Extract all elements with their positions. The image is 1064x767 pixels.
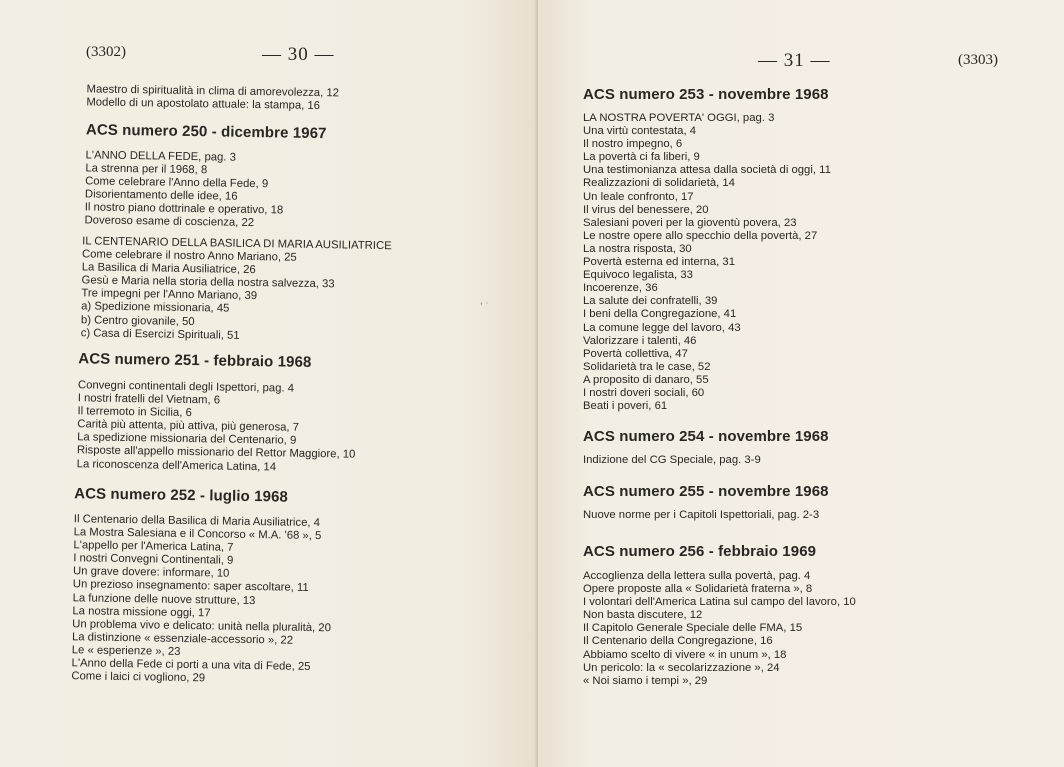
list-item: La strenna per il 1968, 8 bbox=[85, 162, 208, 177]
list-item: La salute dei confratelli, 39 bbox=[583, 295, 718, 308]
list-item: Indizione del CG Speciale, pag. 3-9 bbox=[583, 454, 761, 466]
section-list bbox=[81, 235, 392, 345]
list-item: Carità più attenta, più attiva, più generosa, 7 bbox=[77, 418, 300, 435]
list-item: Il Centenario della Basilica di Maria Ausiliatrice, 4 bbox=[73, 513, 321, 530]
section-list bbox=[583, 509, 819, 522]
list-item: La povertà ci fa liberi, 9 bbox=[583, 151, 700, 164]
list-item: I beni della Congregazione, 41 bbox=[583, 308, 737, 321]
section-list bbox=[84, 149, 284, 231]
list-item: Un leale confronto, 17 bbox=[583, 190, 694, 203]
left-page-number: — 30 — bbox=[262, 44, 335, 65]
right-page bbox=[538, 0, 1064, 767]
list-item: L'appello per l'America Latina, 7 bbox=[73, 539, 234, 554]
section-heading: ACS numero 252 - luglio 1968 bbox=[74, 485, 289, 506]
list-item: IL CENTENARIO DELLA BASILICA DI MARIA AUSILIATRICE bbox=[82, 235, 392, 253]
list-item: La Mostra Salesiana e il Concorso « M.A. '68 », 5 bbox=[73, 526, 322, 543]
list-item: Come celebrare l'Anno della Fede, 9 bbox=[85, 175, 269, 191]
list-item: c) Casa di Esercizi Spirituali, 51 bbox=[80, 326, 240, 342]
list-item: La funzione delle nuove strutture, 13 bbox=[72, 591, 256, 607]
list-item: La Basilica di Maria Ausiliatrice, 26 bbox=[81, 261, 256, 277]
list-item: b) Centro giovanile, 50 bbox=[80, 313, 195, 328]
list-item: Doveroso esame di coscienza, 22 bbox=[84, 214, 255, 230]
list-item: Incoerenze, 36 bbox=[583, 282, 658, 295]
list-item: Il terremoto in Sicilia, 6 bbox=[77, 405, 192, 420]
section-heading: ACS numero 254 - novembre 1968 bbox=[583, 428, 829, 445]
list-item: A proposito di danaro, 55 bbox=[583, 373, 709, 386]
section-heading: ACS numero 251 - febbraio 1968 bbox=[78, 350, 312, 371]
list-item: I nostri doveri sociali, 60 bbox=[583, 386, 705, 399]
section-heading: ACS numero 250 - dicembre 1967 bbox=[85, 121, 327, 143]
list-item: Nuove norme per i Capitoli Ispettoriali, pag. 2-3 bbox=[583, 509, 820, 521]
list-item: Povertà esterna ed interna, 31 bbox=[583, 256, 735, 269]
list-item: I nostri Convegni Continentali, 9 bbox=[73, 552, 234, 568]
list-item: La riconoscenza dell'America Latina, 14 bbox=[76, 457, 277, 473]
list-item: Non basta discutere, 12 bbox=[583, 609, 703, 622]
list-item: Un pericolo: la « secolarizzazione », 24 bbox=[583, 661, 780, 674]
list-item: « Noi siamo i tempi », 29 bbox=[583, 674, 708, 687]
list-item: Il virus del benessere, 20 bbox=[583, 203, 709, 216]
list-item: Gesù e Maria nella storia della nostra salvezza, 33 bbox=[81, 274, 335, 291]
list-item: La nostra risposta, 30 bbox=[583, 242, 692, 255]
list-item: Come celebrare il nostro Anno Mariano, 25 bbox=[81, 248, 297, 264]
list-item: Povertà collettiva, 47 bbox=[583, 347, 688, 360]
list-item: I nostri fratelli del Vietnam, 6 bbox=[77, 392, 221, 407]
section-heading: ACS numero 255 - novembre 1968 bbox=[583, 483, 829, 500]
list-item: Il Centenario della Congregazione, 16 bbox=[583, 635, 773, 648]
list-item: Valorizzare i talenti, 46 bbox=[583, 334, 697, 347]
list-item: Opere proposte alla « Solidarietà fraterna », 8 bbox=[583, 583, 813, 596]
list-item: Il nostro impegno, 6 bbox=[583, 138, 683, 151]
list-item: Salesiani poveri per la gioventù povera, 23 bbox=[583, 216, 797, 229]
list-item: Il nostro piano dottrinale e operativo, 18 bbox=[84, 201, 284, 217]
list-item: Il Capitolo Generale Speciale delle FMA, 15 bbox=[583, 622, 803, 635]
list-item: Una virtù contestata, 4 bbox=[583, 125, 697, 138]
list-item: a) Spedizione missionaria, 45 bbox=[81, 300, 230, 316]
list-item: Tre impegni per l'Anno Mariano, 39 bbox=[81, 287, 258, 303]
list-item: Realizzazioni di solidarietà, 14 bbox=[583, 177, 735, 190]
list-item: Solidarietà tra le case, 52 bbox=[583, 360, 711, 373]
list-item: Un grave dovere: informare, 10 bbox=[72, 565, 230, 581]
ink-smudge: ’ ˙ bbox=[480, 300, 490, 314]
list-item: Le « esperienze », 23 bbox=[71, 644, 181, 658]
section-list bbox=[583, 454, 761, 467]
list-item: Le nostre opere allo specchio della povertà, 27 bbox=[583, 229, 818, 242]
list-item: Convegni continentali degli Ispettori, pag. 4 bbox=[77, 379, 295, 395]
section-heading: ACS numero 256 - febbraio 1969 bbox=[583, 543, 817, 560]
list-item: Risposte all'appello missionario del Rettor Maggiore, 10 bbox=[76, 444, 356, 462]
section-heading: ACS numero 253 - novembre 1968 bbox=[583, 86, 829, 103]
list-item: L'Anno della Fede ci porti a una vita di Fede, 25 bbox=[71, 657, 311, 673]
list-item: Una testimonianza attesa dalla società di oggi, 11 bbox=[583, 164, 831, 177]
list-item: La distinzione « essenziale-accessorio », 22 bbox=[71, 631, 294, 647]
list-item: La spedizione missionaria del Centenario, 9 bbox=[77, 431, 297, 448]
section-list bbox=[583, 570, 856, 688]
list-item: Beati i poveri, 61 bbox=[583, 400, 668, 413]
list-item: Equivoco legalista, 33 bbox=[583, 269, 693, 282]
list-item: Modello di un apostolato attuale: la stampa, 16 bbox=[86, 96, 321, 113]
list-item: La nostra missione oggi, 17 bbox=[72, 604, 211, 620]
list-item: Un prezioso insegnamento: saper ascoltare, 11 bbox=[72, 578, 309, 595]
right-ref-number: (3303) bbox=[958, 52, 998, 68]
list-item: L'ANNO DELLA FEDE, pag. 3 bbox=[85, 149, 236, 164]
list-item: Un problema vivo e delicato: unità nella pluralità, 20 bbox=[72, 617, 332, 635]
list-item: LA NOSTRA POVERTA' OGGI, pag. 3 bbox=[583, 112, 775, 124]
list-item: La comune legge del lavoro, 43 bbox=[583, 321, 741, 334]
list-item: Come i laici ci vogliono, 29 bbox=[71, 670, 206, 685]
section-list bbox=[71, 513, 332, 687]
list-item: I volontari dell'America Latina sul campo del lavoro, 10 bbox=[583, 596, 856, 609]
list-item: Disorientamento delle idee, 16 bbox=[84, 188, 238, 204]
left-ref-number: (3302) bbox=[86, 44, 126, 60]
left-intro-list bbox=[86, 83, 339, 113]
list-item: Accoglienza della lettera sulla povertà, pag. 4 bbox=[583, 570, 811, 582]
section-list bbox=[77, 379, 357, 475]
right-page-number: — 31 — bbox=[758, 50, 831, 71]
list-item: Abbiamo scelto di vivere « in unum », 18 bbox=[583, 648, 787, 661]
list-item: Maestro di spiritualità in clima di amorevolezza, 12 bbox=[86, 83, 340, 100]
section-list bbox=[583, 112, 831, 413]
